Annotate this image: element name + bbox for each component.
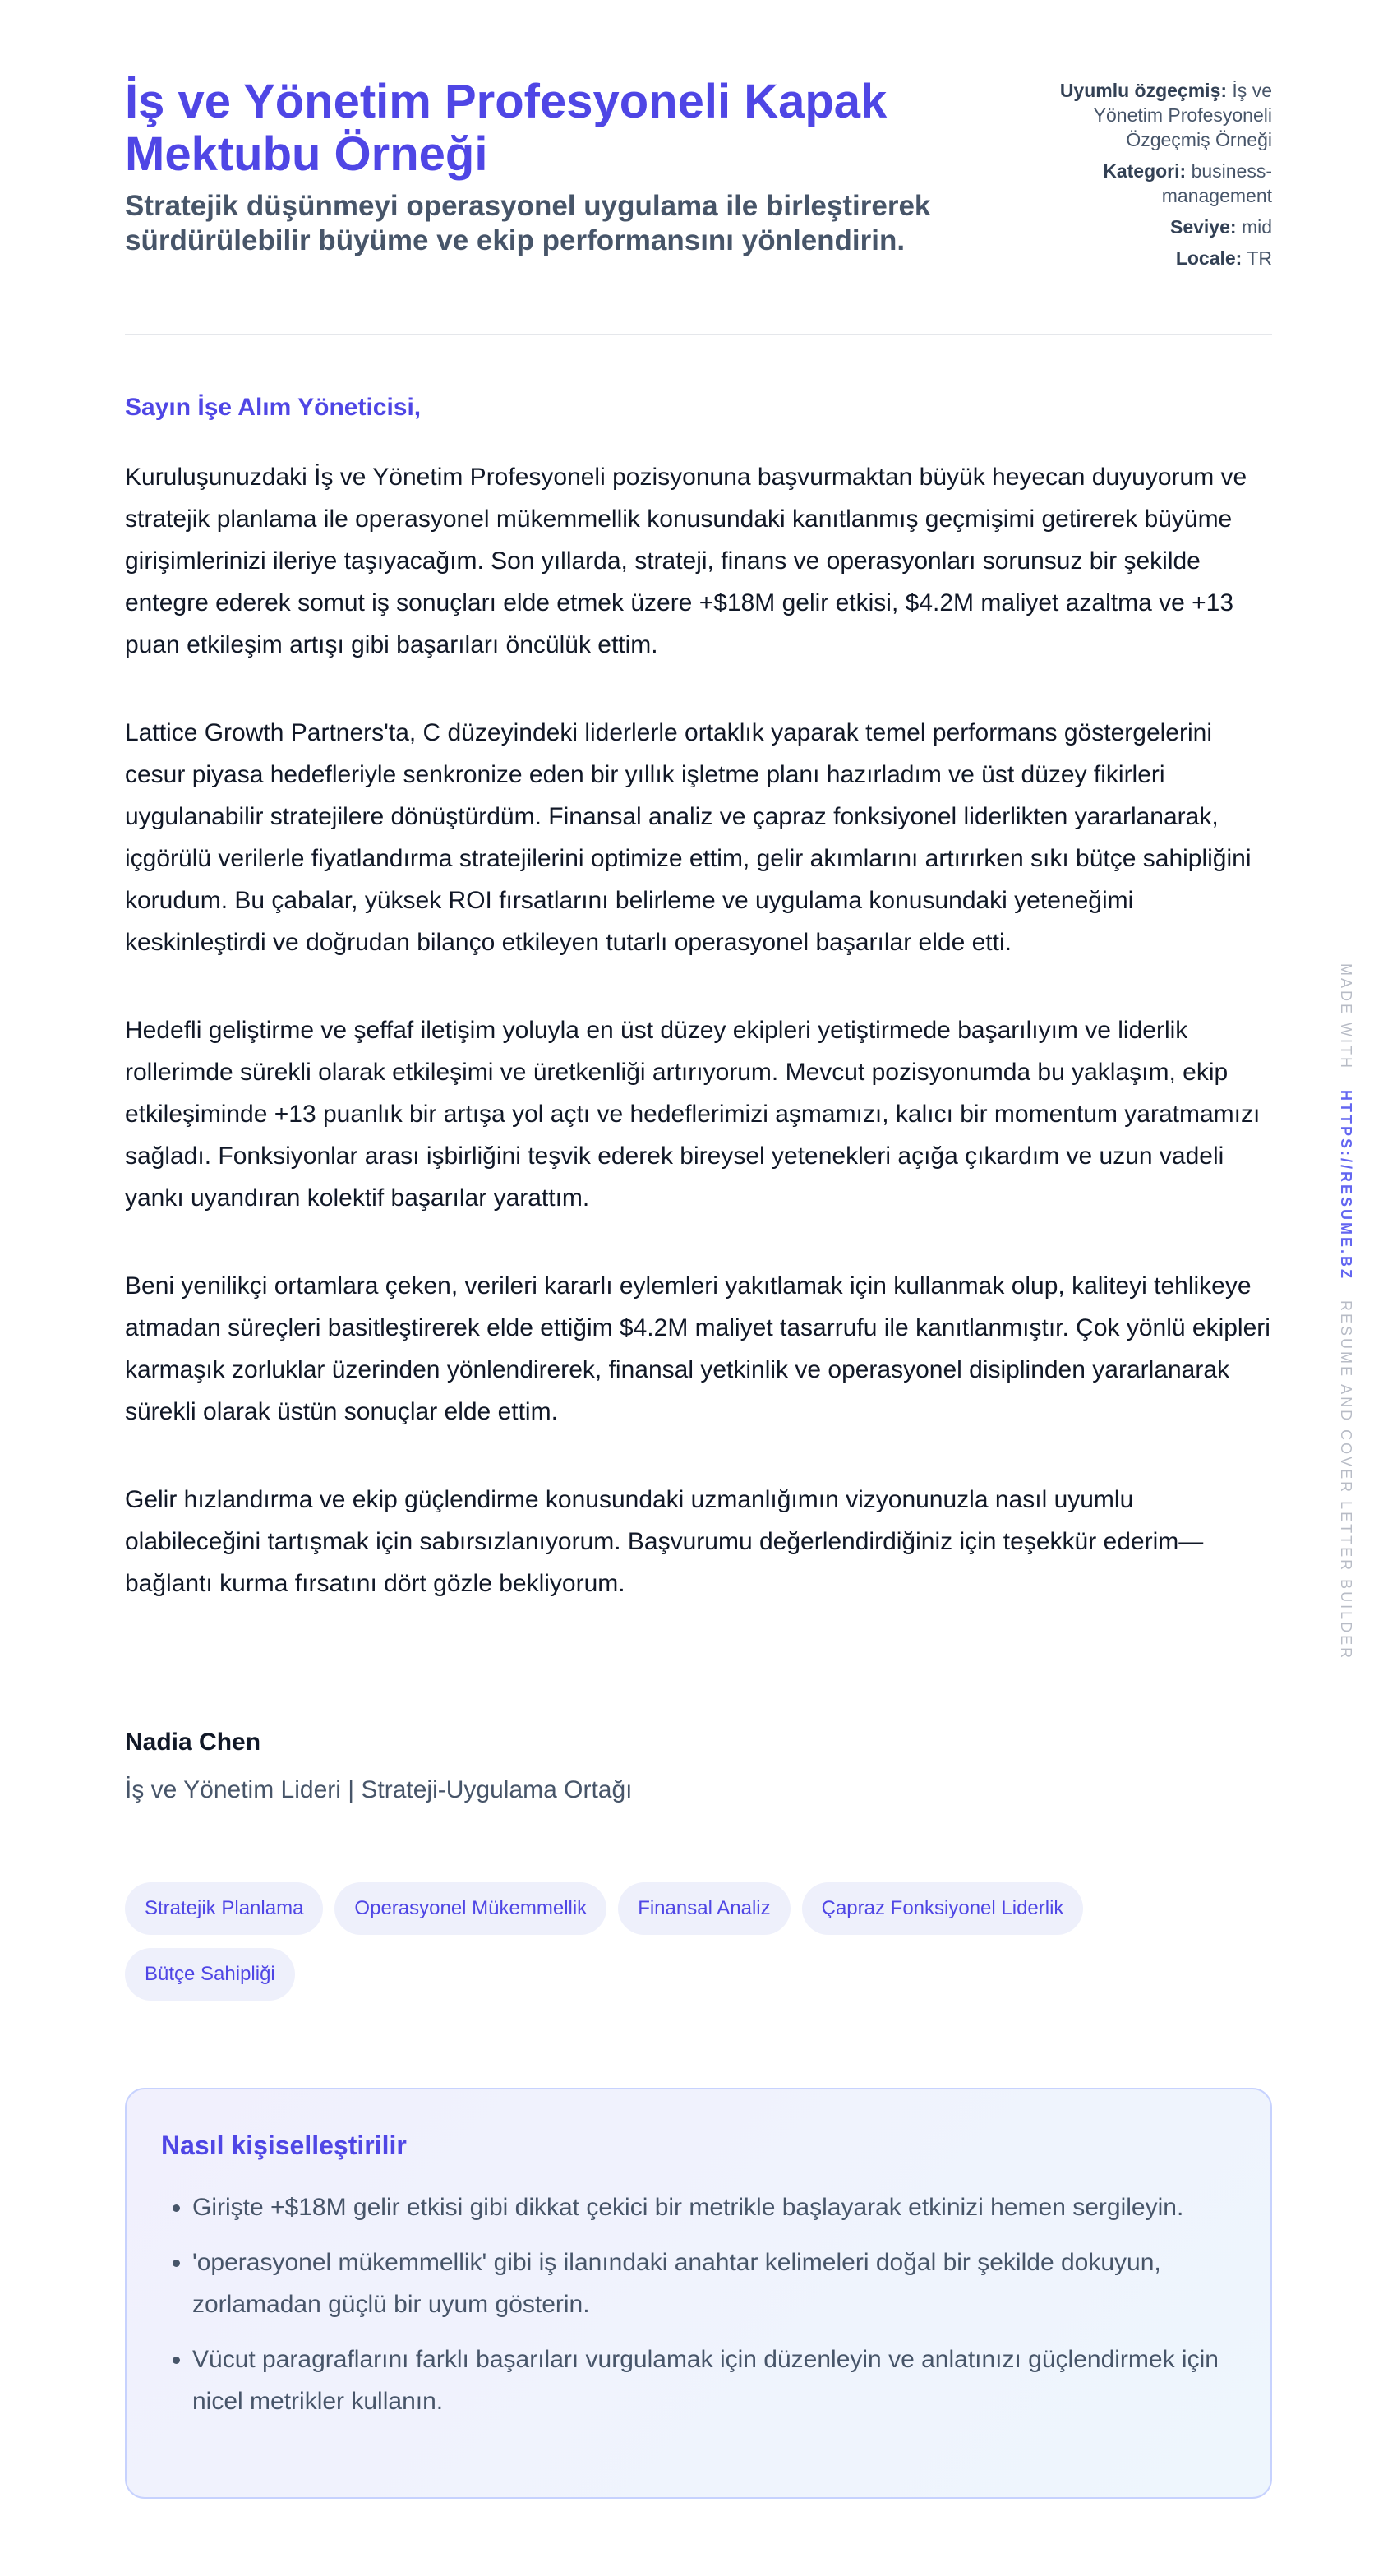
tips-list: [161, 2186, 1236, 2422]
meta-category: [1026, 159, 1272, 208]
salutation: Sayın İşe Alım Yöneticisi,: [125, 394, 422, 421]
side-banner-text: [1338, 963, 1354, 1660]
page-subtitle: Stratejik düşünmeyi operasyonel uygulama ile birleştirerek sürdürülebilir büyüme ve ekip performansını yönlendirin.: [125, 190, 931, 256]
tip-item: • Girişte +$18M gelir etkisi gibi dikkat çekici bir metrikle başlayarak etkinizi hemen sergileyin.: [192, 2186, 1236, 2228]
meta-locale: [1026, 246, 1272, 270]
skill-tags: [125, 1882, 1272, 2014]
letter-paragraph: Kuruluşunuzdaki İş ve Yönetim Profesyoneli pozisyonuna başvurmaktan büyük heyecan duyuyorum ve stratejik planlama ile operasyonel mükemmellik konusundaki kanıtlanmış geçmişimi getirerek büyüme girişimlerinizi ileriye taşıyacağım. Son yıllarda, strateji, finans ve operasyonları sorunsuz bir şekilde entegre ederek somut iş sonuçları elde etmek üzere +$18M gelir etkisi, $4.2M maliyet azaltma ve +13 puan etkileşim artışı gibi başarıları öncülük ettim.: [125, 464, 1247, 658]
meta-resume: [1026, 78, 1272, 152]
skill-tag: Finansal Analiz: [618, 1882, 790, 1935]
meta-resume-label: Uyumlu özgeçmiş:: [1059, 80, 1228, 101]
meta-panel: [1026, 78, 1272, 277]
side-banner-suffix: RESUME AND COVER LETTER BUILDER: [1338, 1300, 1354, 1661]
side-banner-link[interactable]: HTTPS://RESUME.BZ: [1338, 1090, 1354, 1281]
meta-level: [1026, 215, 1272, 239]
page-title: İş ve Yönetim Profesyoneli Kapak Mektubu Örneği: [125, 75, 888, 181]
meta-locale-value: TR: [1247, 247, 1272, 269]
personalization-tips: [125, 2088, 1272, 2499]
letter-paragraph: Lattice Growth Partners'ta, C düzeyindeki liderlerle ortaklık yaparak temel performans göstergelerini cesur piyasa hedefleriyle senkronize eden bir yıllık işletme planı hazırladım ve üst düzey fikirleri uygulanabilir stratejilere dönüştürdüm. Finansal analiz ve çapraz fonksiyonel liderlikten yararlanarak, içgörülü verilerle fiyatlandırma stratejilerini optimize ettim, gelir akımlarını artırırken sıkı bütçe sahipliğini korudum. Bu çabalar, yüksek ROI fırsatlarını belirleme ve uygulama konusundaki yeteneğimi keskinleştirdi ve doğrudan bilanço etkileyen tutarlı operasyonel başarılar elde etti.: [125, 719, 1252, 956]
signature-title: İş ve Yönetim Lideri | Strateji-Uygulama Ortağı: [125, 1776, 633, 1803]
letter-paragraph: Beni yenilikçi ortamlara çeken, verileri kararlı eylemleri yakıtlamak için kullanmak olup, kaliteyi tehlikeye atmadan süreçleri basitleştirerek elde ettiğim $4.2M maliyet tasarrufu ile kanıtlanmıştır. Çok yönlü ekipleri karmaşık zorluklar üzerinden yönlendirerek, finansal yetkinlik ve operasyonel disiplinden yararlanarak sürekli olarak üstün sonuçlar elde ettim.: [125, 1272, 1270, 1425]
skill-tag: Stratejik Planlama: [125, 1882, 323, 1935]
skill-tag: Operasyonel Mükemmellik: [334, 1882, 606, 1935]
letter-paragraph: Gelir hızlandırma ve ekip güçlendirme konusundaki uzmanlığımın vizyonunuzla nasıl uyumlu olabileceğini tartışmak için sabırsızlanıyorum. Başvurumu değerlendirdiğiniz için teşekkür ederim—bağlantı kurma fırsatını dört gözle bekliyorum.: [125, 1486, 1204, 1597]
letter-body: [125, 456, 1272, 1650]
side-banner-prefix: MADE WITH: [1338, 963, 1354, 1070]
page-header: [125, 0, 1272, 335]
meta-resume-value: İş ve Yönetim Profesyoneli Özgeçmiş Örneği: [1093, 80, 1272, 150]
meta-level-value: mid: [1241, 216, 1272, 238]
side-banner: [1338, 963, 1354, 1661]
letter-paragraph: Hedefli geliştirme ve şeffaf iletişim yoluyla en üst düzey ekipleri yetiştirmede başarılıyım ve liderlik rollerimde sürekli olarak etkileşimi ve üretkenliği artırıyorum. Mevcut pozisyonumda bu yaklaşım, ekip etkileşiminde +13 puanlık bir artışa yol açtı ve hedeflerimizi aşmamızı, kalıcı bir momentum yaratmamızı sağladı. Fonksiyonlar arası işbirliğini teşvik ederek bireysel yetenekleri açığa çıkardım ve uzun vadeli yankı uyandıran kolektif başarılar yarattım.: [125, 1017, 1261, 1212]
tips-heading: Nasıl kişiselleştirilir: [161, 2131, 407, 2160]
skill-tag: Çapraz Fonksiyonel Liderlik: [802, 1882, 1084, 1935]
skill-tag: Bütçe Sahipliği: [125, 1948, 295, 2001]
tip-item: • Vücut paragraflarını farklı başarıları vurgulamak için düzenleyin ve anlatınızı güçlendirmek için nicel metrikler kullanın.: [192, 2338, 1236, 2422]
meta-locale-label: Locale:: [1175, 247, 1243, 269]
meta-category-value: business-management: [1161, 160, 1272, 206]
signature: [125, 1726, 633, 1807]
meta-level-label: Seviye:: [1169, 216, 1237, 238]
tip-item: • 'operasyonel mükemmellik' gibi iş ilanındaki anahtar kelimeleri doğal bir şekilde dokuyun, zorlamadan güçlü bir uyum gösterin.: [192, 2241, 1236, 2325]
meta-category-label: Kategori:: [1103, 160, 1187, 182]
cover-letter-page: [125, 0, 1272, 2415]
signature-name: Nadia Chen: [125, 1729, 261, 1756]
